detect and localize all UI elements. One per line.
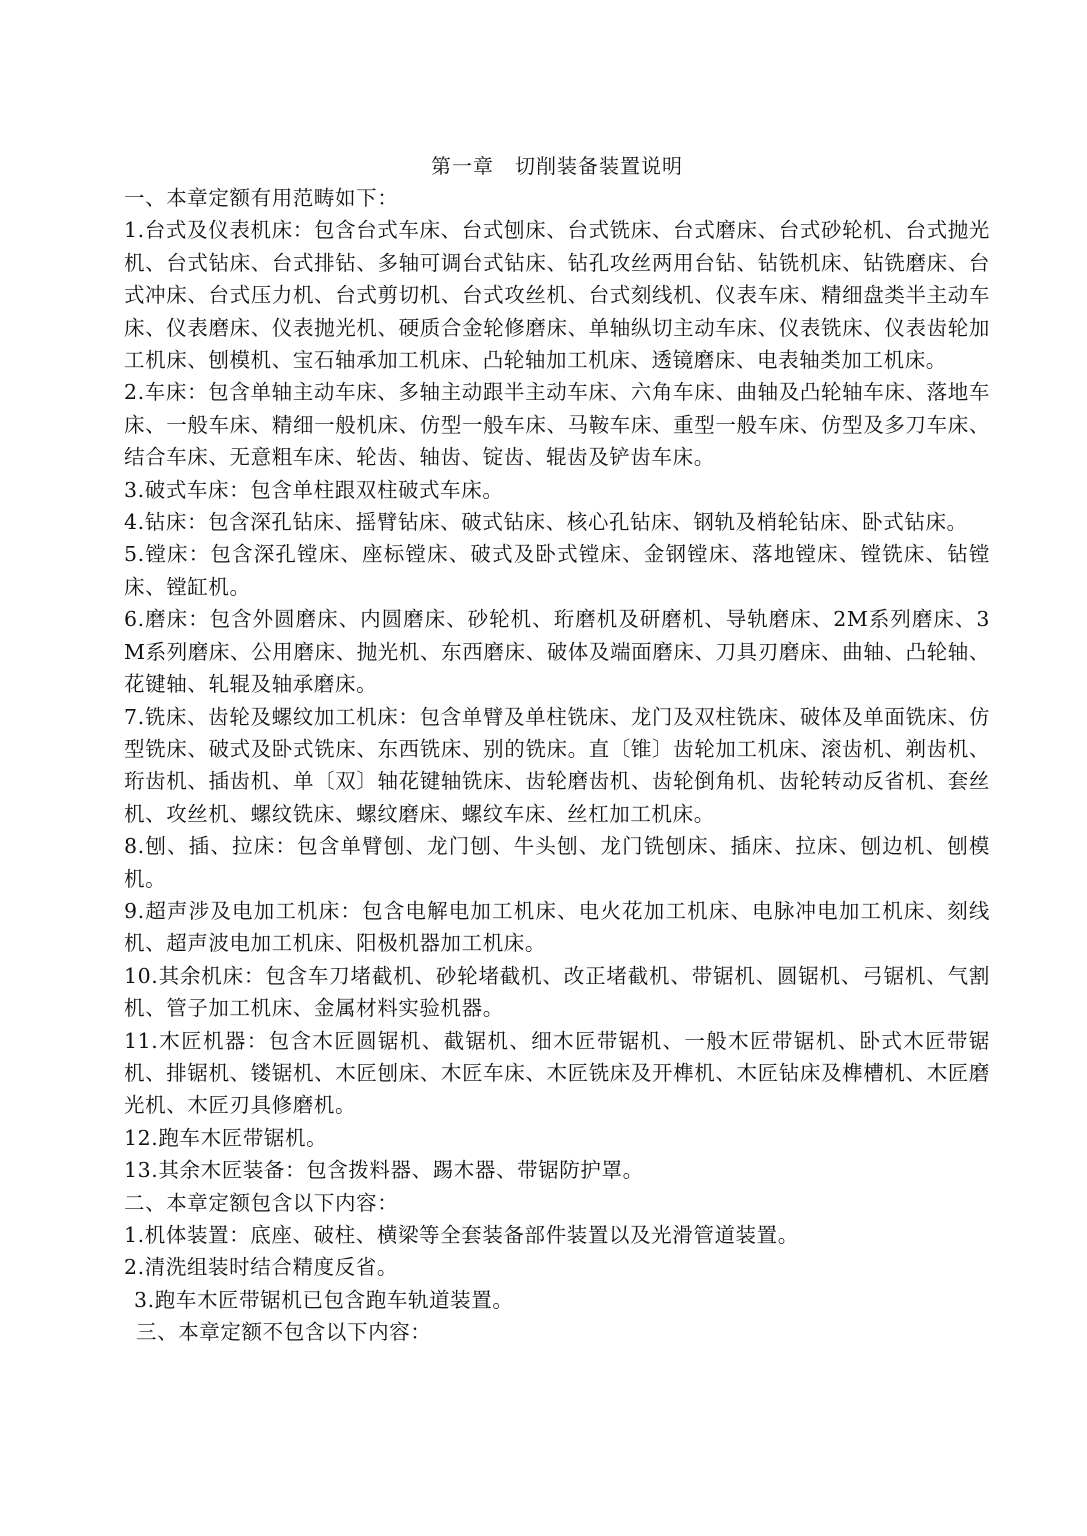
paragraph-8: 8.刨、插、拉床：包含单臂刨、龙门刨、牛头刨、龙门铣刨床、插床、拉床、刨边机、刨模机。	[124, 834, 990, 891]
paragraph-15: 2.清洗组装时结合精度反省。	[124, 1255, 398, 1280]
chapter-title: 第一章 切削装备装置说明	[431, 154, 683, 178]
section-heading-3: 三、本章定额不包含以下内容：	[136, 1320, 432, 1345]
paragraph-2: 2.车床：包含单轴主动车床、多轴主动跟半主动车床、六角车床、曲轴及凸轮轴车床、落地车床、一般车床、精细一般机床、仿型一般车床、马鞍车床、重型一般车床、仿型及多刀车床、结合车床、无意粗车床、轮齿、轴齿、锭齿、辊齿及铲齿车床。	[124, 380, 990, 470]
paragraph-5: 5.镗床：包含深孔镗床、座标镗床、破式及卧式镗床、金钢镗床、落地镗床、镗铣床、钻镗床、镗缸机。	[124, 542, 990, 599]
paragraph-4: 4.钻床：包含深孔钻床、摇臂钻床、破式钻床、核心孔钻床、钢轨及梢轮钻床、卧式钻床。	[124, 510, 968, 535]
paragraph-6: 6.磨床：包含外圆磨床、内圆磨床、砂轮机、珩磨机及研磨机、导轨磨床、2M系列磨床、3M系列磨床、公用磨床、抛光机、东西磨床、破体及端面磨床、刀具刃磨床、曲轴、凸轮轴、花键轴、轧辊及轴承磨床。	[124, 607, 990, 697]
paragraph-1: 1.台式及仪表机床：包含台式车床、台式刨床、台式铣床、台式磨床、台式砂轮机、台式抛光机、台式钻床、台式排钻、多轴可调台式钻床、钻孔攻丝两用台钻、钻铣机床、钻铣磨床、台式冲床、台式压力机、台式剪切机、台式攻丝机、台式刻线机、仪表车床、精细盘类半主动车床、仪表磨床、仪表抛光机、硬质合金轮修磨床、单轴纵切主动车床、仪表铣床、仪表齿轮加工机床、刨模机、宝石轴承加工机床、凸轮轴加工机床、透镜磨床、电表轴类加工机床。	[124, 218, 990, 373]
paragraph-13: 13.其余木匠装备：包含拨料器、踢木器、带锯防护罩。	[124, 1158, 644, 1183]
section-heading-1: 一、本章定额有用范畴如下：	[124, 186, 399, 210]
section-heading-2: 二、本章定额包含以下内容：	[124, 1190, 399, 1215]
paragraph-16: 3.跑车木匠带锯机已包含跑车轨道装置。	[134, 1287, 514, 1312]
document-page	[124, 150, 990, 1349]
paragraph-12: 12.跑车木匠带锯机。	[124, 1125, 328, 1150]
paragraph-9: 9.超声涉及电加工机床：包含电解电加工机床、电火花加工机床、电脉冲电加工机床、刻线机、超声波电加工机床、阳极机器加工机床。	[124, 898, 990, 956]
paragraph-7: 7.铣床、齿轮及螺纹加工机床：包含单臂及单柱铣床、龙门及双柱铣床、破体及单面铣床、仿型铣床、破式及卧式铣床、东西铣床、别的铣床。直〔锥〕齿轮加工机床、滚齿机、剃齿机、珩齿机、插齿机、单〔双〕轴花键轴铣床、齿轮磨齿机、齿轮倒角机、齿轮转动反省机、套丝机、攻丝机、螺纹铣床、螺纹磨床、螺纹车床、丝杠加工机床。	[124, 704, 990, 826]
paragraph-10: 10.其余机床：包含车刀堵截机、砂轮堵截机、改正堵截机、带锯机、圆锯机、弓锯机、气割机、管子加工机床、金属材料实验机器。	[124, 963, 990, 1021]
paragraph-11: 11.木匠机器：包含木匠圆锯机、截锯机、细木匠带锯机、一般木匠带锯机、卧式木匠带锯机、排锯机、镂锯机、木匠刨床、木匠车床、木匠铣床及开榫机、木匠钻床及榫槽机、木匠磨光机、木匠刃具修磨机。	[124, 1028, 990, 1118]
paragraph-14: 1.机体装置：底座、破柱、横梁等全套装备部件装置以及光滑管道装置。	[124, 1223, 799, 1247]
paragraph-3: 3.破式车床：包含单柱跟双柱破式车床。	[124, 477, 504, 502]
